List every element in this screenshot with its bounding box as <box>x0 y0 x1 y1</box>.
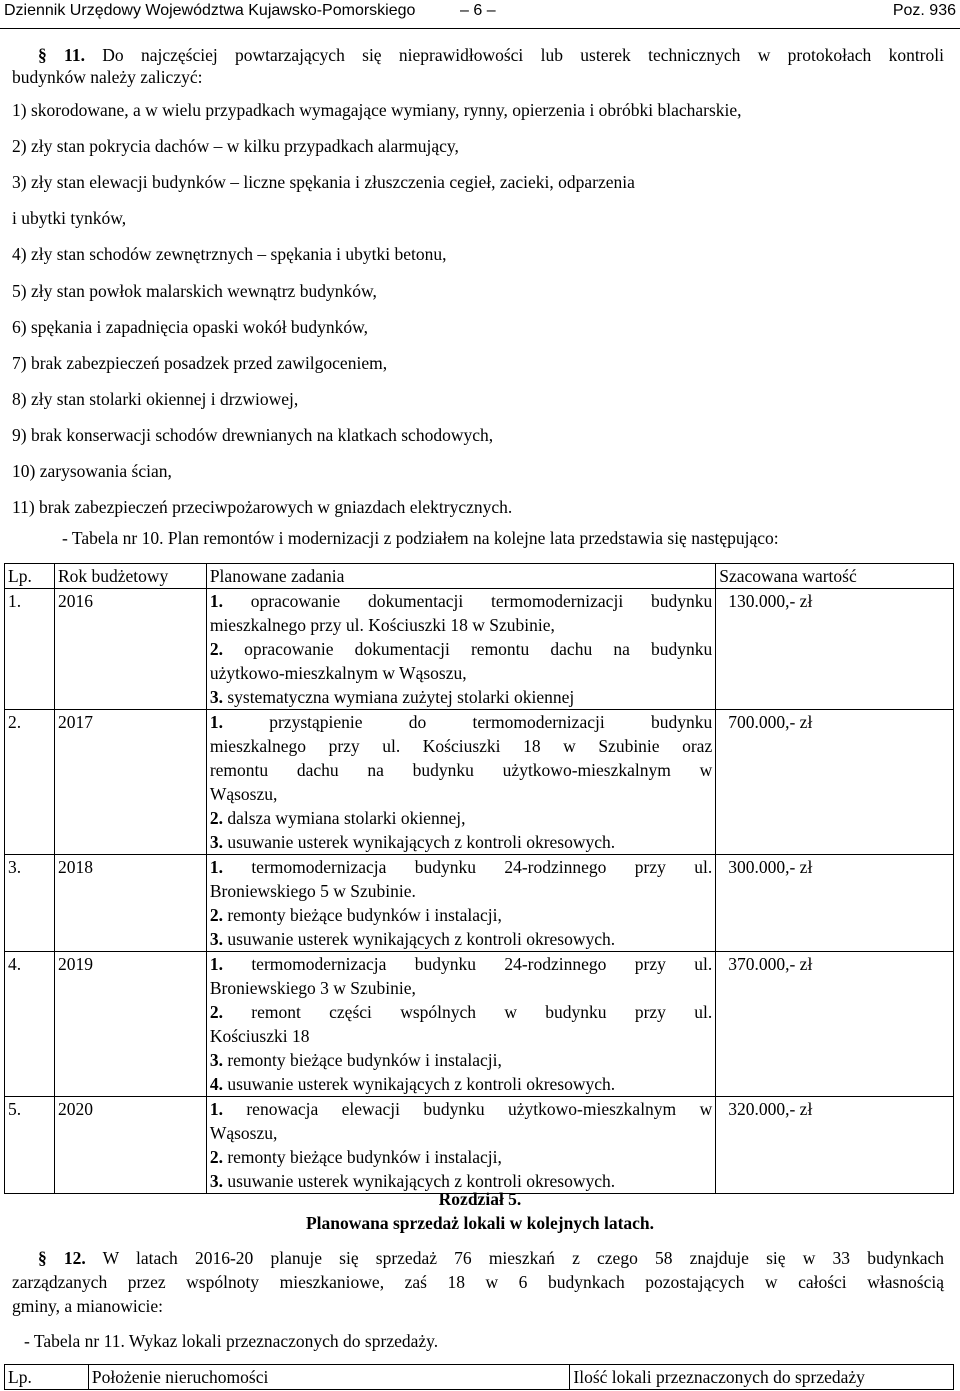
task-text: przystąpienie do termomodernizacji budynku <box>269 712 713 732</box>
task-text: mieszkalnego przy ul. Kościuszki 18 w Szubinie, <box>209 615 555 635</box>
list-item: 10) zarysowania ścian, <box>12 461 172 481</box>
list-item: 4) zły stan schodów zewnętrznych – spękania i ubytki betonu, <box>12 244 447 264</box>
cell-lp: 5. <box>5 1097 55 1194</box>
cell-value: 370.000,- zł <box>716 952 954 1097</box>
table-header-row <box>5 564 954 589</box>
table-row <box>5 952 954 1097</box>
position-number: Poz. 936 <box>892 2 956 19</box>
paragraph-12-line1: § 12. W latach 2016-20 planuje się sprzedaż 76 mieszkań z czego 58 znajduje się w 33 budynkach <box>12 1247 944 1269</box>
list-item: 8) zły stan stolarki okiennej i drzwiowej, <box>12 389 299 409</box>
cell-year: 2017 <box>54 710 206 855</box>
table11-caption: - Tabela nr 11. Wykaz lokali przeznaczonych do sprzedaży. <box>24 1331 439 1351</box>
cell-tasks <box>206 855 715 952</box>
task-line <box>210 879 712 903</box>
list-item: 3) zły stan elewacji budynków – liczne spękania i złuszczenia cegieł, zacieki, odparzenia <box>12 172 635 192</box>
task-number: 3. <box>209 1171 223 1191</box>
list-item: 5) zły stan powłok malarskich wewnątrz budynków, <box>12 281 377 301</box>
header-lp: Lp. <box>5 564 55 589</box>
task-line <box>210 685 712 709</box>
task-text: mieszkalnego przy ul. Kościuszki 18 w Szubinie oraz <box>209 736 713 756</box>
task-text: Broniewskiego 3 w Szubinie, <box>209 978 416 998</box>
task-text: remonty bieżące budynków i instalacji, <box>227 905 502 925</box>
task-line <box>210 903 712 927</box>
paragraph-11-line2: budynków należy zaliczyć: <box>12 67 203 87</box>
cell-tasks <box>206 1097 715 1194</box>
task-number: 2. <box>209 1002 223 1022</box>
cell-tasks <box>206 710 715 855</box>
page-header <box>0 0 960 29</box>
task-text: usuwanie usterek wynikających z kontroli okresowych. <box>227 1171 616 1191</box>
task-line <box>210 613 712 637</box>
task-number: 3. <box>209 929 223 949</box>
task-line <box>210 855 712 879</box>
header-value: Szacowana wartość <box>716 564 954 589</box>
task-number: 1. <box>209 591 223 611</box>
task-text: termomodernizacja budynku 24-rodzinnego przy ul. <box>251 857 713 877</box>
paragraph-12-line2: zarządzanych przez wspólnoty mieszkaniowe, zaś 18 w 6 budynkach pozostających w całości własnością <box>12 1272 944 1292</box>
task-line <box>210 1024 712 1048</box>
task-number: 2. <box>209 808 223 828</box>
chapter-title: Rozdział 5. <box>438 1189 522 1209</box>
table-row <box>5 589 954 710</box>
task-line <box>210 589 712 613</box>
task-number: 1. <box>209 954 223 974</box>
paragraph-sign: § 11. <box>38 45 85 65</box>
header-tasks: Planowane zadania <box>206 564 715 589</box>
header-location: Położenie nieruchomości <box>88 1365 569 1390</box>
list-item: 2) zły stan pokrycia dachów – w kilku przypadkach alarmujący, <box>12 136 459 156</box>
header-units-count: Ilość lokali przeznaczonych do sprzedaży <box>570 1365 954 1390</box>
task-number: 2. <box>209 905 223 925</box>
task-line <box>210 1097 712 1121</box>
task-line <box>210 806 712 830</box>
task-number: 2. <box>209 1147 223 1167</box>
header-year: Rok budżetowy <box>54 564 206 589</box>
task-line <box>210 758 712 782</box>
header-lp: Lp. <box>5 1365 89 1390</box>
paragraph-sign: § 12. <box>38 1248 86 1268</box>
task-line <box>210 710 712 734</box>
task-number: 1. <box>209 857 223 877</box>
list-item: 9) brak konserwacji schodów drewnianych na klatkach schodowych, <box>12 425 494 445</box>
task-line <box>210 1072 712 1096</box>
task-text: remontu dachu na budynku użytkowo-mieszkalnym w <box>209 760 713 780</box>
task-text: Kościuszki 18 <box>209 1026 310 1046</box>
task-line <box>210 1048 712 1072</box>
task-text: Wąsoszu, <box>209 1123 278 1143</box>
sale-units-table <box>4 1364 954 1390</box>
task-line <box>210 976 712 1000</box>
task-text: termomodernizacja budynku 24-rodzinnego przy ul. <box>251 954 713 974</box>
table10-caption: - Tabela nr 10. Plan remontów i modernizacji z podziałem na kolejne lata przedstawia się następująco: <box>62 528 779 548</box>
list-item: 7) brak zabezpieczeń posadzek przed zawilgoceniem, <box>12 353 388 373</box>
cell-year: 2020 <box>54 1097 206 1194</box>
task-text: usuwanie usterek wynikających z kontroli okresowych. <box>227 929 616 949</box>
cell-lp: 2. <box>5 710 55 855</box>
cell-lp: 4. <box>5 952 55 1097</box>
table-header-row <box>5 1365 954 1390</box>
cell-value: 320.000,- zł <box>716 1097 954 1194</box>
list-item: 1) skorodowane, a w wielu przypadkach wymagające wymiany, rynny, opierzenia i obróbki blacharskie, <box>12 100 742 120</box>
task-number: 3. <box>209 1050 223 1070</box>
task-line <box>210 661 712 685</box>
cell-value: 130.000,- zł <box>716 589 954 710</box>
task-number: 1. <box>209 712 223 732</box>
table-row <box>5 855 954 952</box>
task-line <box>210 952 712 976</box>
list-item: i ubytki tynków, <box>12 208 127 228</box>
page-number: – 6 – <box>460 2 496 19</box>
task-line <box>210 637 712 661</box>
task-text: dalsza wymiana stolarki okiennej, <box>227 808 466 828</box>
task-line <box>210 1000 712 1024</box>
task-text: usuwanie usterek wynikających z kontroli okresowych. <box>227 832 616 852</box>
task-text: systematyczna wymiana zużytej stolarki okiennej <box>227 687 575 707</box>
chapter-subtitle: Planowana sprzedaż lokali w kolejnych latach. <box>305 1213 655 1233</box>
cell-value: 700.000,- zł <box>716 710 954 855</box>
task-line <box>210 1121 712 1145</box>
cell-year: 2019 <box>54 952 206 1097</box>
task-text: opracowanie dokumentacji remontu dachu na budynku <box>244 639 713 659</box>
task-text: renowacja elewacji budynku użytkowo-mieszkalnym w <box>246 1099 713 1119</box>
task-text: opracowanie dokumentacji termomodernizacji budynku <box>250 591 713 611</box>
task-text: Broniewskiego 5 w Szubinie. <box>209 881 416 901</box>
task-text: użytkowo-mieszkalnym w Wąsoszu, <box>209 663 467 683</box>
list-item: 11) brak zabezpieczeń przeciwpożarowych w gniazdach elektrycznych. <box>12 497 513 517</box>
table-row <box>5 710 954 855</box>
cell-value: 300.000,- zł <box>716 855 954 952</box>
task-text: remont części wspólnych w budynku przy ul. <box>251 1002 713 1022</box>
task-line <box>210 927 712 951</box>
journal-title: Dziennik Urzędowy Województwa Kujawsko-Pomorskiego <box>4 2 416 19</box>
renovation-plan-table <box>4 563 954 1194</box>
task-text: remonty bieżące budynków i instalacji, <box>227 1050 502 1070</box>
cell-year: 2018 <box>54 855 206 952</box>
task-number: 4. <box>209 1074 223 1094</box>
cell-lp: 1. <box>5 589 55 710</box>
task-number: 3. <box>209 832 223 852</box>
paragraph-12-line3: gminy, a mianowicie: <box>12 1296 163 1316</box>
table-row <box>5 1097 954 1194</box>
task-text: usuwanie usterek wynikających z kontroli okresowych. <box>227 1074 616 1094</box>
paragraph-11-line1: § 11. Do najczęściej powtarzających się nieprawidłowości lub usterek technicznych w protokołach kontroli <box>12 44 944 66</box>
cell-year: 2016 <box>54 589 206 710</box>
task-number: 2. <box>209 639 223 659</box>
task-text: Wąsoszu, <box>209 784 278 804</box>
task-line <box>210 830 712 854</box>
list-item: 6) spękania i zapadnięcia opaski wokół budynków, <box>12 317 369 337</box>
cell-tasks <box>206 952 715 1097</box>
task-number: 1. <box>209 1099 223 1119</box>
task-number: 3. <box>209 687 223 707</box>
task-line <box>210 782 712 806</box>
task-line <box>210 1145 712 1169</box>
cell-tasks <box>206 589 715 710</box>
task-line <box>210 734 712 758</box>
task-text: remonty bieżące budynków i instalacji, <box>227 1147 502 1167</box>
cell-lp: 3. <box>5 855 55 952</box>
